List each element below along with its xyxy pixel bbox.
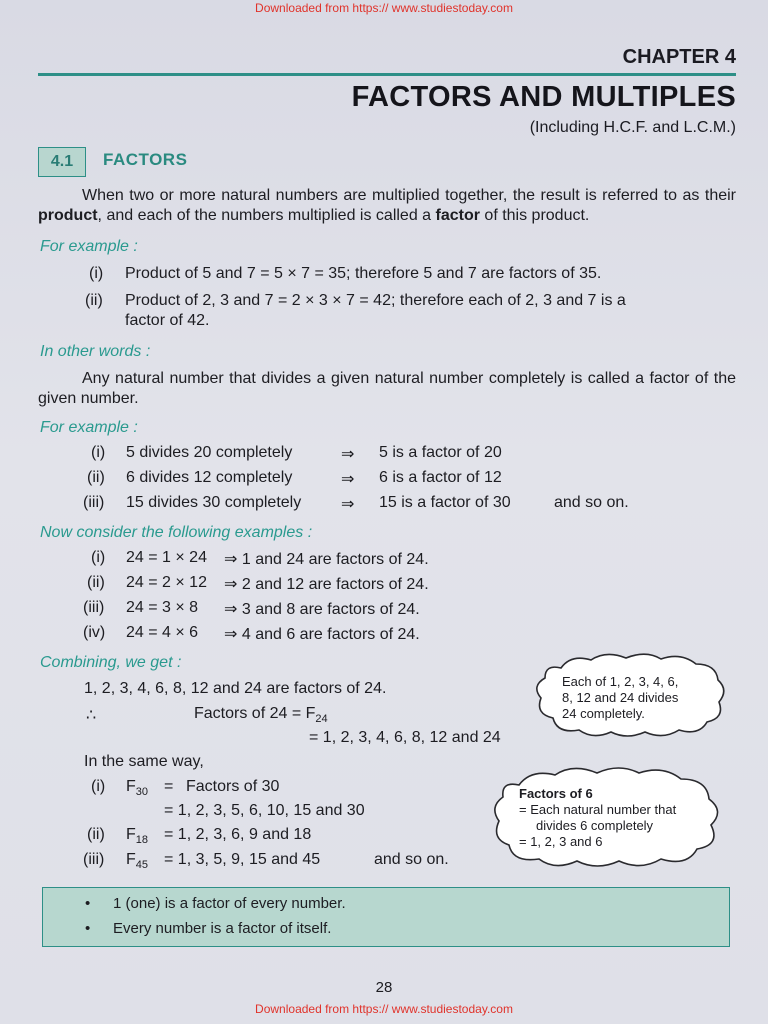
divides-item-right: 5 is a factor of 20 — [379, 444, 502, 461]
divides-item-number: (ii) — [87, 469, 105, 486]
f45-list: = 1, 3, 5, 9, 15 and 45 — [164, 851, 321, 868]
cloud1-line2: 8, 12 and 24 divides — [562, 690, 679, 705]
intro-paragraph — [38, 186, 736, 226]
and-so-on: and so on. — [554, 494, 629, 511]
factor-pair-result: ⇒ 4 and 6 are factors of 24. — [224, 626, 420, 643]
key-point-1: 1 (one) is a factor of every number. — [113, 895, 346, 912]
f-item-number: (iii) — [83, 851, 105, 868]
factor-pair-result: ⇒ 2 and 12 are factors of 24. — [224, 576, 429, 593]
factor-pair-result: ⇒ 3 and 8 are factors of 24. — [224, 601, 420, 618]
f-item-number: (i) — [91, 778, 106, 795]
equals-sign: = — [164, 778, 174, 795]
f18-list: = 1, 2, 3, 6, 9 and 18 — [164, 826, 312, 843]
definition-paragraph: Any natural number that divides a given natural number completely is called a factor of the given number. — [38, 370, 736, 407]
cloud2-line1: = Each natural number that — [519, 802, 677, 817]
same-way-text: In the same way, — [84, 753, 204, 770]
divides-item-number: (i) — [91, 444, 106, 461]
factor-pair-result: ⇒ 1 and 24 are factors of 24. — [224, 551, 429, 568]
factors-of-24-list: = 1, 2, 3, 4, 6, 8, 12 and 24 — [309, 729, 501, 746]
factor-pair-number: (ii) — [87, 574, 105, 591]
intro-text-1: When two or more natural numbers are multiplied together, the result is referred to as their — [82, 187, 736, 204]
f-symbol: F — [126, 826, 136, 843]
example-2-text-cont: factor of 42. — [125, 312, 210, 329]
f30-list: = 1, 2, 3, 5, 6, 10, 15 and 30 — [164, 802, 365, 819]
f-subscript: 18 — [135, 834, 149, 847]
factor-pair-equation: 24 = 3 × 8 — [126, 599, 199, 616]
therefore-symbol: ∴ — [86, 707, 97, 724]
bullet-dot: • — [85, 920, 91, 937]
f30-symbol — [126, 778, 148, 798]
chapter-rule — [38, 73, 736, 76]
section-number-badge: 4.1 — [38, 147, 86, 177]
factor-pair-equation: 24 = 4 × 6 — [126, 624, 199, 641]
example-1-text: Product of 5 and 7 = 5 × 7 = 35; therefore 5 and 7 are factors of 35. — [125, 265, 602, 282]
factor-pair-equation: 24 = 1 × 24 — [126, 549, 207, 566]
factors-of-24-text: Factors of 24 = F — [194, 705, 316, 722]
download-banner-bottom[interactable]: Downloaded from https:// www.studiestoday.com — [255, 1002, 513, 1016]
chapter-label: CHAPTER 4 — [622, 46, 736, 68]
section-title: FACTORS — [103, 150, 188, 169]
page-title: FACTORS AND MULTIPLES — [351, 81, 736, 113]
factors-of-24-subscript: 24 — [315, 713, 328, 726]
f-symbol: F — [126, 851, 136, 868]
bullet-dot: • — [85, 895, 91, 912]
page-number: 28 — [375, 979, 393, 996]
key-point-2: Every number is a factor of itself. — [113, 920, 332, 937]
and-so-on: and so on. — [374, 851, 449, 868]
f45-symbol — [126, 851, 148, 871]
now-consider-heading: Now consider the following examples : — [40, 524, 313, 541]
in-other-words-heading: In other words : — [40, 343, 151, 360]
factor-pair-equation: 24 = 2 × 12 — [126, 574, 207, 591]
download-banner-top[interactable]: Downloaded from https:// www.studiestoday.com — [255, 1, 513, 15]
intro-bold-factor: factor — [435, 207, 480, 224]
for-example-heading-2: For example : — [40, 419, 138, 436]
cloud1-line3: 24 completely. — [562, 706, 645, 721]
intro-text-2: , and each of the numbers multiplied is called a — [97, 207, 436, 224]
cloud1-line1: Each of 1, 2, 3, 4, 6, — [562, 674, 679, 689]
implies-arrow: ⇒ — [341, 446, 355, 463]
example-2-number: (ii) — [85, 292, 103, 309]
example-1-number: (i) — [89, 265, 104, 282]
factor-pair-number: (iii) — [83, 599, 105, 616]
page-subtitle: (Including H.C.F. and L.C.M.) — [529, 119, 736, 136]
combining-heading: Combining, we get : — [40, 654, 182, 671]
divides-item-left: 5 divides 20 completely — [126, 444, 293, 461]
f-subscript: 45 — [135, 859, 149, 872]
factor-pair-number: (iv) — [83, 624, 106, 641]
f-item-number: (ii) — [87, 826, 105, 843]
implies-arrow: ⇒ — [341, 496, 355, 513]
f-subscript: 30 — [135, 786, 149, 799]
f30-description: Factors of 30 — [186, 778, 280, 795]
intro-text-3: of this product. — [479, 207, 590, 224]
divides-item-left: 15 divides 30 completely — [126, 494, 302, 511]
factor-pair-number: (i) — [91, 549, 106, 566]
example-2-text: Product of 2, 3 and 7 = 2 × 3 × 7 = 42; therefore each of 2, 3 and 7 is a — [125, 292, 626, 309]
divides-item-right: 6 is a factor of 12 — [379, 469, 502, 486]
divides-item-right: 15 is a factor of 30 — [379, 494, 511, 511]
intro-bold-product: product — [38, 207, 98, 224]
cloud2-title: Factors of 6 — [519, 786, 593, 801]
f-symbol: F — [126, 778, 136, 795]
factors-of-24-label — [194, 705, 328, 725]
implies-arrow: ⇒ — [341, 471, 355, 488]
cloud2-line3: = 1, 2, 3 and 6 — [519, 834, 603, 849]
cloud2-line2: divides 6 completely — [536, 818, 654, 833]
f18-symbol — [126, 826, 148, 846]
combined-factors-line: 1, 2, 3, 4, 6, 8, 12 and 24 are factors of 24. — [84, 680, 387, 697]
divides-item-number: (iii) — [83, 494, 105, 511]
for-example-heading-1: For example : — [40, 238, 138, 255]
divides-item-left: 6 divides 12 completely — [126, 469, 293, 486]
